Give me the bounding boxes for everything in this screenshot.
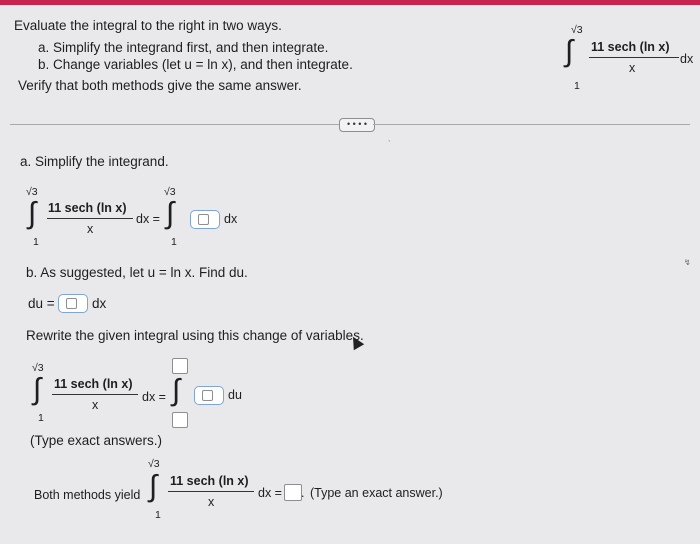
lower-limit: 1	[574, 80, 580, 92]
fraction-bar	[589, 57, 679, 58]
answer-box-icon	[198, 214, 209, 225]
fraction-bar	[168, 491, 254, 492]
lower-limit: 1	[33, 236, 39, 248]
instruction-line-3: b. Change variables (let u = ln x), and then integrate.	[38, 57, 353, 72]
period: .	[301, 486, 305, 500]
integral-sign-icon: ∫	[28, 197, 37, 230]
upper-limit: √3	[26, 186, 38, 198]
part-a-heading: a. Simplify the integrand.	[20, 154, 169, 169]
integral-sign-icon: ∫	[172, 374, 181, 407]
equals-label: dx =	[142, 390, 166, 404]
lower-limit: 1	[171, 236, 177, 248]
differential: dx	[92, 296, 107, 311]
top-accent-bar	[0, 0, 700, 5]
more-options-button[interactable]: • • • •	[339, 118, 375, 132]
integral-sign-icon: ∫	[149, 470, 158, 503]
integrand-numerator: 11 sech (ln x)	[48, 201, 127, 215]
rewrite-instruction: Rewrite the given integral using this change of variables.	[26, 328, 364, 343]
fraction-bar	[52, 394, 138, 395]
exact-answers-note: (Type exact answers.)	[30, 433, 163, 448]
integral-sign-icon: ∫	[565, 35, 574, 68]
lower-limit: 1	[155, 509, 161, 521]
integrand-numerator: 11 sech (ln x)	[170, 474, 249, 488]
integrand-denominator: x	[92, 398, 99, 412]
answer-box-icon	[66, 298, 77, 309]
integral-sign-icon: ∫	[33, 373, 42, 406]
exact-answer-note: (Type an exact answer.)	[310, 486, 443, 500]
integrand-numerator: 11 sech (ln x)	[591, 40, 670, 54]
final-prefix: Both methods yield	[34, 488, 141, 502]
divider-right	[373, 124, 690, 125]
lower-limit: 1	[38, 412, 44, 424]
part-b-heading: b. As suggested, let u = ln x. Find du.	[26, 265, 248, 280]
fraction-bar	[47, 218, 133, 219]
differential: dx	[224, 212, 238, 226]
upper-limit: √3	[32, 362, 44, 374]
instruction-line-2: a. Simplify the integrand first, and then integrate.	[38, 40, 329, 55]
upper-limit: √3	[571, 24, 583, 36]
lower-limit-input[interactable]	[172, 412, 188, 428]
page-mark: ↯	[684, 258, 691, 267]
instruction-line-1: Evaluate the integral to the right in two ways.	[14, 18, 282, 33]
differential: dx	[680, 52, 694, 66]
upper-limit: √3	[148, 458, 160, 470]
final-answer-input[interactable]	[284, 484, 305, 501]
stray-mark: ,	[388, 134, 391, 143]
answer-box-icon	[202, 390, 213, 401]
integral-sign-icon: ∫	[166, 197, 175, 230]
equals-label: dx =	[136, 212, 160, 226]
du-label: du =	[28, 296, 55, 311]
equals-label: dx =	[258, 486, 282, 500]
differential-u: du	[228, 388, 242, 402]
integrand-denominator: x	[629, 61, 636, 75]
integrand-denominator: x	[208, 495, 215, 509]
integrand-denominator: x	[87, 222, 94, 236]
integrand-numerator: 11 sech (ln x)	[54, 377, 133, 391]
instruction-line-4: Verify that both methods give the same answer.	[18, 78, 302, 93]
upper-limit-input[interactable]	[172, 358, 188, 374]
divider-left	[10, 124, 339, 125]
upper-limit: √3	[164, 186, 176, 198]
